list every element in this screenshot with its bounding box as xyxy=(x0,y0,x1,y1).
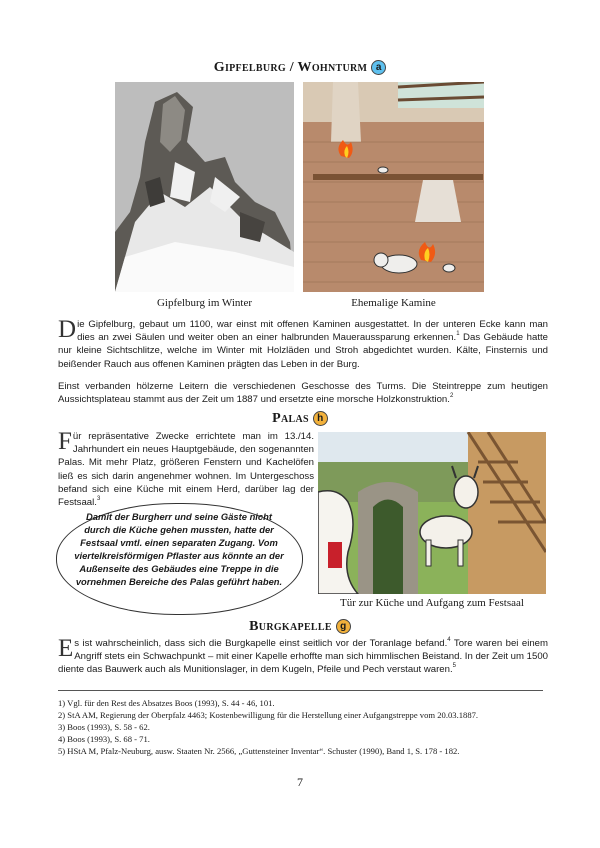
section-title-burgkapelle: Burgkapelle g xyxy=(0,619,600,635)
photo-gipfelburg-winter xyxy=(115,82,294,292)
text: ür repräsentative Zwecke errichtete man im 13./14. Jahrhundert ein neues Hauptgebäude, den sogenannten Palas. Mit mehr Platz, größeren Fenstern und Kachelöfen ließ es sich darin angenehmer wohnen. Im Untergeschoss befand sich eine Küche mit einem Herd, darüber lag der Festsaal. xyxy=(58,431,314,509)
footnote-5: 5) HStA M, Pfalz-Neuburg, ausw. Staaten Nr. 2566, „Guttensteiner Inventar“. Schuster (1990), Band 1, S. 178 - 182. xyxy=(58,746,460,756)
text: ie Gipfelburg, gebaut um 1100, war einst mit offenen Kaminen ausgestattet. In der unteren Ecke kann man dies an zwei Säulen und weiter oben an einer halbrunden Maueraussparung erkennen. xyxy=(77,319,548,344)
section-title-gipfelburg: Gipfelburg / Wohnturm a xyxy=(0,60,600,76)
caption-tuer: Tür zur Küche und Aufgang zum Festsaal xyxy=(340,597,524,609)
paragraph-palas xyxy=(58,430,314,509)
section-badge-g: g xyxy=(336,619,351,634)
text: Das Gebäude hatte nur kleine Sichtschlitze, welche im Winter mit Holzläden und Stroh abgedichtet wurden. Kälte, Finsternis und beißender Rauch aus offenen Kaminen prägten das Leben in der Burg. xyxy=(58,332,548,370)
text: Einst verbanden hölzerne Leitern die verschiedenen Geschosse des Turms. Die Steintreppe zum heutigen Aussichtsplateau stammt aus der Zeit um 1887 und ersetzte eine morsche Holzkonstruktion. xyxy=(58,381,548,406)
paragraph-burgkapelle xyxy=(58,637,548,677)
footnote-4: 4) Boos (1993), S. 68 - 71. xyxy=(58,734,150,744)
text: s ist wahrscheinlich, dass sich die Burgkapelle einst seitlich vor der Toranlage befand. xyxy=(74,638,448,649)
section-badge-h: h xyxy=(313,411,328,426)
footnote-ref: 2 xyxy=(449,393,454,400)
footnote-ref: 1 xyxy=(456,331,460,338)
page-number: 7 xyxy=(297,775,303,789)
footnote-2: 2) StA AM, Regierung der Oberpfalz 4463; Kostenbewilligung für die Herstellung einer Aufgangstreppe vom 20.03.1887. xyxy=(58,710,479,720)
footnote-3: 3) Boos (1993), S. 58 - 62. xyxy=(58,722,150,732)
footnote-divider xyxy=(58,690,543,691)
paragraph-gipfelburg xyxy=(58,318,548,371)
caption-winter: Gipfelburg im Winter xyxy=(156,297,253,309)
footnote-ref: 5 xyxy=(452,663,456,670)
footnote-1: 1) Vgl. für den Rest des Absatzes Boos (1993), S. 44 - 46, 101. xyxy=(58,698,275,708)
footnote-ref: 3 xyxy=(96,496,101,503)
drop-cap: E xyxy=(58,635,74,662)
section-title-palas: Palas h xyxy=(0,411,600,427)
drop-cap: F xyxy=(58,428,72,455)
drop-cap: D xyxy=(58,316,77,343)
caption-kamine: Ehemalige Kamine xyxy=(351,297,436,309)
footnote-ref: 4 xyxy=(447,637,451,643)
photo-ehemalige-kamine xyxy=(303,82,484,292)
paragraph-leitern xyxy=(58,380,548,406)
text: Tore waren bei einem Angriff stets ein Schwachpunkt – mit einer Kapelle erhoffte man sich himmlischen Beistand. In der Zeit um 1500 diente das Bauwerk auch als Munitionslager, in dem Kugeln, Pfeile und Pech verstaut waren. xyxy=(58,638,548,676)
section-badge-a: a xyxy=(371,60,386,75)
photo-tuer-kueche xyxy=(318,432,546,594)
speech-bubble-text: Damit der Burgherr und seine Gäste nicht durch die Küche gehen mussten, hatte der Festsaal vmtl. einen separaten Zugang. Vom viertelkreisförmigen Pflaster aus könnte an der Außenseite des Gebäudes eine Treppe in die vornehmen Bereiche des Palas geführt haben. xyxy=(74,511,284,587)
